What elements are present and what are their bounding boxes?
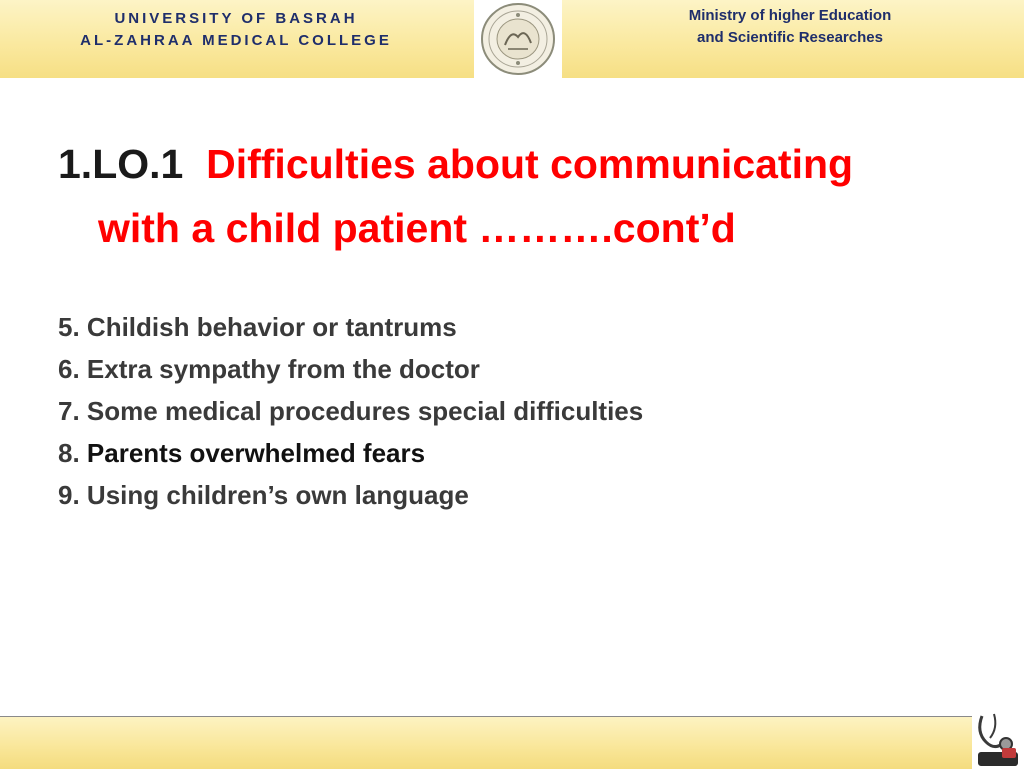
footer-band (0, 716, 972, 769)
item-number: 5. (58, 312, 80, 342)
college-logo (474, 0, 562, 78)
title-line-2: with a child patient ……….cont’d (98, 205, 736, 251)
item-text: Some medical procedures special difficulties (86, 396, 644, 426)
item-text: Using children’s own language (86, 480, 469, 510)
item-number: 7. (58, 396, 80, 426)
stethoscope-icon (972, 710, 1024, 768)
header-band (0, 0, 1024, 78)
list-item (58, 348, 958, 390)
item-number: 9. (58, 480, 80, 510)
item-number: 8. (58, 438, 80, 468)
ministry-line-2: and Scientific Researches (697, 29, 883, 46)
list-item (58, 306, 958, 348)
college-seal-icon (478, 1, 558, 77)
slide-title (58, 132, 998, 260)
list-item (58, 390, 958, 432)
university-line-2: AL-ZAHRAA MEDICAL COLLEGE (80, 32, 392, 49)
item-number: 6. (58, 354, 80, 384)
difficulty-list (58, 306, 958, 516)
item-text: Extra sympathy from the doctor (86, 354, 480, 384)
university-name (0, 8, 472, 52)
item-text: Parents overwhelmed fears (86, 438, 426, 468)
list-item (58, 474, 958, 516)
list-item (58, 432, 958, 474)
item-text: Childish behavior or tantrums (86, 312, 457, 342)
title-number: 1.LO.1 (58, 141, 184, 187)
title-line-1: Difficulties about communicating (206, 141, 854, 187)
corner-image (972, 710, 1024, 768)
university-line-1: UNIVERSITY OF BASRAH (114, 10, 358, 27)
ministry-line-1: Ministry of higher Education (688, 7, 892, 24)
ministry-name (640, 5, 940, 49)
